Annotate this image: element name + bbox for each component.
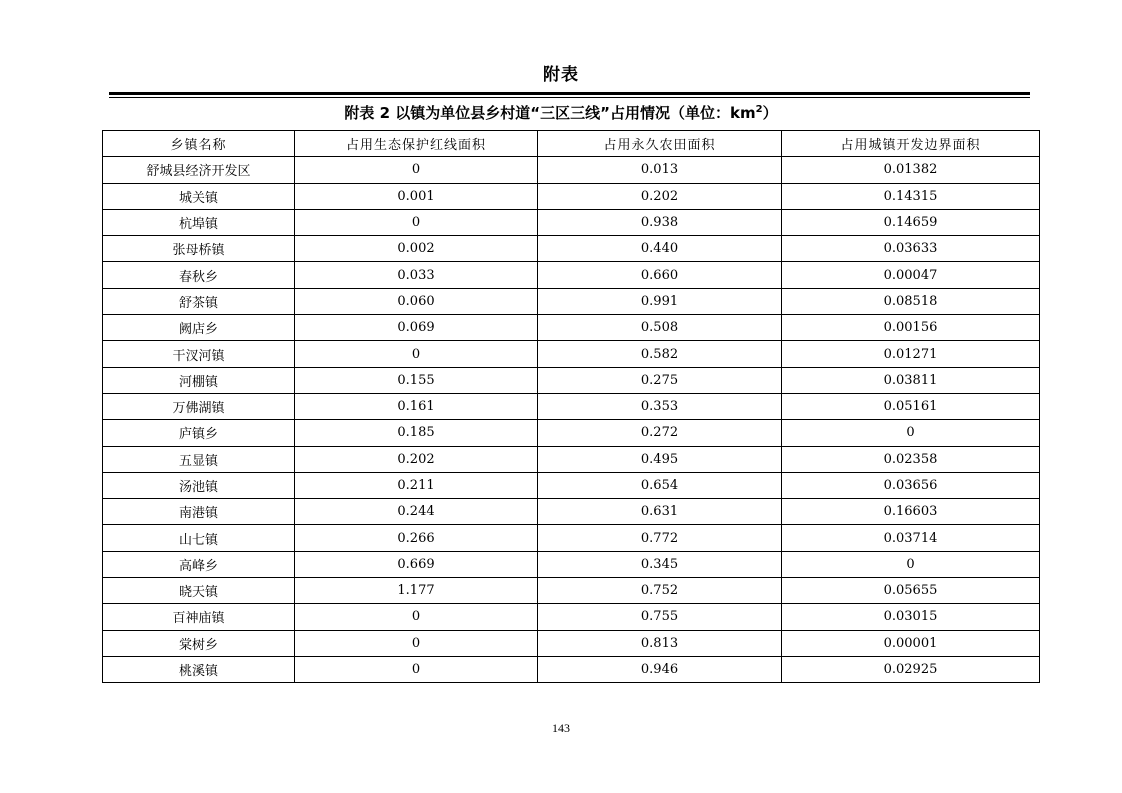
cell-ecological-redline: 0.202 [295,446,538,472]
table-row [103,341,1040,367]
table-row [103,525,1040,551]
cell-permanent-farmland: 0.938 [538,209,782,235]
page-number: 143 [552,721,570,735]
cell-ecological-redline: 0.002 [295,236,538,262]
cell-ecological-redline: 0.669 [295,551,538,577]
cell-urban-boundary: 0.00047 [782,262,1040,288]
table-title [0,102,1122,123]
cell-urban-boundary: 0.03811 [782,367,1040,393]
cell-permanent-farmland: 0.345 [538,551,782,577]
cell-permanent-farmland: 0.508 [538,315,782,341]
cell-permanent-farmland: 0.275 [538,367,782,393]
cell-town: 庐镇乡 [103,420,295,446]
cell-town: 万佛湖镇 [103,393,295,419]
table-row [103,288,1040,314]
cell-town: 干汊河镇 [103,341,295,367]
cell-town: 城关镇 [103,183,295,209]
table-row [103,157,1040,183]
cell-urban-boundary: 0.00156 [782,315,1040,341]
table-row [103,604,1040,630]
cell-town: 阙店乡 [103,315,295,341]
cell-permanent-farmland: 0.440 [538,236,782,262]
cell-ecological-redline: 0.001 [295,183,538,209]
table-row [103,367,1040,393]
cell-permanent-farmland: 0.013 [538,157,782,183]
cell-urban-boundary: 0.01271 [782,341,1040,367]
column-header-urban-boundary: 占用城镇开发边界面积 [782,131,1040,157]
cell-urban-boundary: 0.02358 [782,446,1040,472]
cell-town: 高峰乡 [103,551,295,577]
cell-ecological-redline: 1.177 [295,578,538,604]
header-rule-thick [109,92,1030,95]
cell-town: 百神庙镇 [103,604,295,630]
cell-ecological-redline: 0 [295,341,538,367]
cell-urban-boundary: 0.03714 [782,525,1040,551]
cell-permanent-farmland: 0.582 [538,341,782,367]
cell-permanent-farmland: 0.631 [538,499,782,525]
cell-ecological-redline: 0.060 [295,288,538,314]
column-header-town: 乡镇名称 [103,131,295,157]
page-header-title: 附表 [543,65,579,85]
table-row [103,420,1040,446]
table-body [103,157,1040,683]
cell-ecological-redline: 0.244 [295,499,538,525]
cell-urban-boundary: 0.05161 [782,393,1040,419]
table-title-superscript: 2 [755,104,763,115]
table-row [103,630,1040,656]
cell-ecological-redline: 0.155 [295,367,538,393]
cell-permanent-farmland: 0.202 [538,183,782,209]
cell-ecological-redline: 0 [295,604,538,630]
cell-ecological-redline: 0.211 [295,472,538,498]
cell-ecological-redline: 0.069 [295,315,538,341]
table-row [103,209,1040,235]
table-row [103,578,1040,604]
cell-permanent-farmland: 0.353 [538,393,782,419]
table-row [103,551,1040,577]
cell-ecological-redline: 0.161 [295,393,538,419]
cell-urban-boundary: 0.03656 [782,472,1040,498]
cell-ecological-redline: 0 [295,656,538,682]
cell-permanent-farmland: 0.660 [538,262,782,288]
cell-town: 河棚镇 [103,367,295,393]
cell-permanent-farmland: 0.946 [538,656,782,682]
cell-permanent-farmland: 0.272 [538,420,782,446]
column-header-permanent-farmland: 占用永久农田面积 [538,131,782,157]
table-row [103,262,1040,288]
cell-town: 张母桥镇 [103,236,295,262]
table-row [103,472,1040,498]
header-rule-thin [109,97,1030,98]
cell-permanent-farmland: 0.752 [538,578,782,604]
cell-permanent-farmland: 0.755 [538,604,782,630]
cell-urban-boundary: 0.05655 [782,578,1040,604]
cell-permanent-farmland: 0.772 [538,525,782,551]
cell-town: 春秋乡 [103,262,295,288]
cell-urban-boundary: 0.02925 [782,656,1040,682]
cell-town: 山七镇 [103,525,295,551]
cell-town: 晓天镇 [103,578,295,604]
cell-urban-boundary: 0.08518 [782,288,1040,314]
table-row [103,446,1040,472]
cell-ecological-redline: 0.266 [295,525,538,551]
cell-permanent-farmland: 0.813 [538,630,782,656]
cell-ecological-redline: 0 [295,209,538,235]
cell-urban-boundary: 0.01382 [782,157,1040,183]
cell-town: 棠树乡 [103,630,295,656]
table-row [103,315,1040,341]
data-table [102,130,1040,683]
cell-urban-boundary: 0.00001 [782,630,1040,656]
cell-town: 杭埠镇 [103,209,295,235]
column-header-ecological-redline: 占用生态保护红线面积 [295,131,538,157]
cell-urban-boundary: 0.14315 [782,183,1040,209]
cell-urban-boundary: 0.16603 [782,499,1040,525]
cell-permanent-farmland: 0.495 [538,446,782,472]
cell-urban-boundary: 0.03633 [782,236,1040,262]
table-row [103,656,1040,682]
cell-permanent-farmland: 0.654 [538,472,782,498]
cell-urban-boundary: 0.14659 [782,209,1040,235]
cell-town: 五显镇 [103,446,295,472]
cell-town: 舒茶镇 [103,288,295,314]
cell-permanent-farmland: 0.991 [538,288,782,314]
cell-town: 桃溪镇 [103,656,295,682]
cell-urban-boundary: 0.03015 [782,604,1040,630]
cell-urban-boundary: 0 [782,551,1040,577]
cell-town: 汤池镇 [103,472,295,498]
table-row [103,236,1040,262]
table-title-close: ） [762,104,778,122]
table-title-text: 附表 2 以镇为单位县乡村道“三区三线”占用情况（单位：km [344,104,756,122]
cell-ecological-redline: 0.033 [295,262,538,288]
table-row [103,183,1040,209]
table-header-row [103,131,1040,157]
table-row [103,499,1040,525]
cell-ecological-redline: 0 [295,157,538,183]
cell-ecological-redline: 0.185 [295,420,538,446]
cell-town: 舒城县经济开发区 [103,157,295,183]
cell-urban-boundary: 0 [782,420,1040,446]
cell-ecological-redline: 0 [295,630,538,656]
cell-town: 南港镇 [103,499,295,525]
table-row [103,393,1040,419]
